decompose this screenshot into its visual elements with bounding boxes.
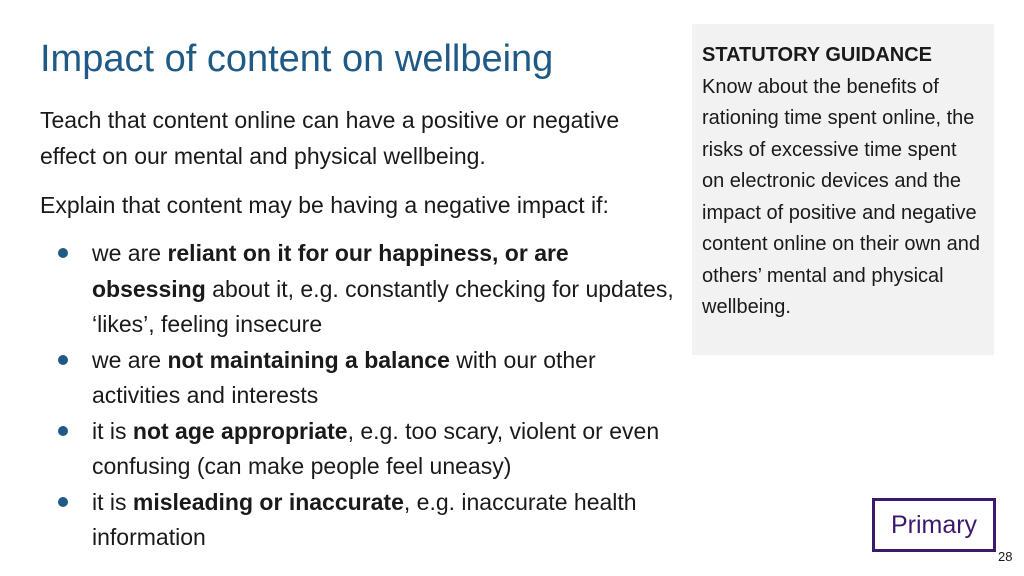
guidance-body: Know about the benefits of rationing time spent online, the risks of excessive time spent on electronic devices and the impact of positive and negative content online on their own and others’ mental and physical wellbeing.: [702, 75, 980, 318]
intro-text: Teach that content online can have a positive or negative effect on our mental and physical wellbeing.: [40, 107, 620, 169]
bullet-text-post: , e.g. inaccurate health information: [92, 488, 637, 550]
statutory-guidance-box: [692, 24, 994, 355]
guidance-heading: STATUTORY GUIDANCE: [702, 44, 933, 66]
explain-text: Explain that content may be having a negative impact if:: [40, 192, 609, 218]
bullet-text-pre: we are: [92, 240, 168, 266]
list-item: [40, 343, 680, 414]
list-item: [40, 414, 680, 485]
bullet-text-post: about it, e.g. constantly checking for updates, ‘likes’, feeling insecure: [92, 275, 674, 337]
list-item: [40, 485, 680, 556]
bullet-text-bold: not age appropriate: [132, 417, 348, 444]
bullet-text-post: , e.g. too scary, violent or even confusing (can make people feel uneasy): [92, 417, 660, 479]
bullet-dot-icon: [58, 355, 68, 365]
page-number: 28: [998, 549, 1013, 564]
primary-badge: Primary: [872, 498, 996, 552]
bullet-list: [40, 236, 680, 556]
list-item: [40, 236, 680, 343]
bullet-text-bold: misleading or inaccurate: [132, 488, 404, 515]
bullet-text-pre: it is: [92, 417, 133, 444]
bullet-dot-icon: [58, 497, 68, 507]
bullet-dot-icon: [58, 248, 68, 258]
bullet-text-pre: we are: [92, 346, 168, 373]
bullet-text-post: with our other activities and interests: [92, 346, 596, 408]
bullet-text-bold: not maintaining a balance: [167, 346, 450, 373]
bullet-text-bold: reliant on it for our happiness, or are obsessing: [92, 240, 569, 302]
slide-title: Impact of content on wellbeing: [40, 38, 554, 80]
bullet-text-pre: it is: [92, 488, 133, 515]
bullet-dot-icon: [58, 426, 68, 436]
